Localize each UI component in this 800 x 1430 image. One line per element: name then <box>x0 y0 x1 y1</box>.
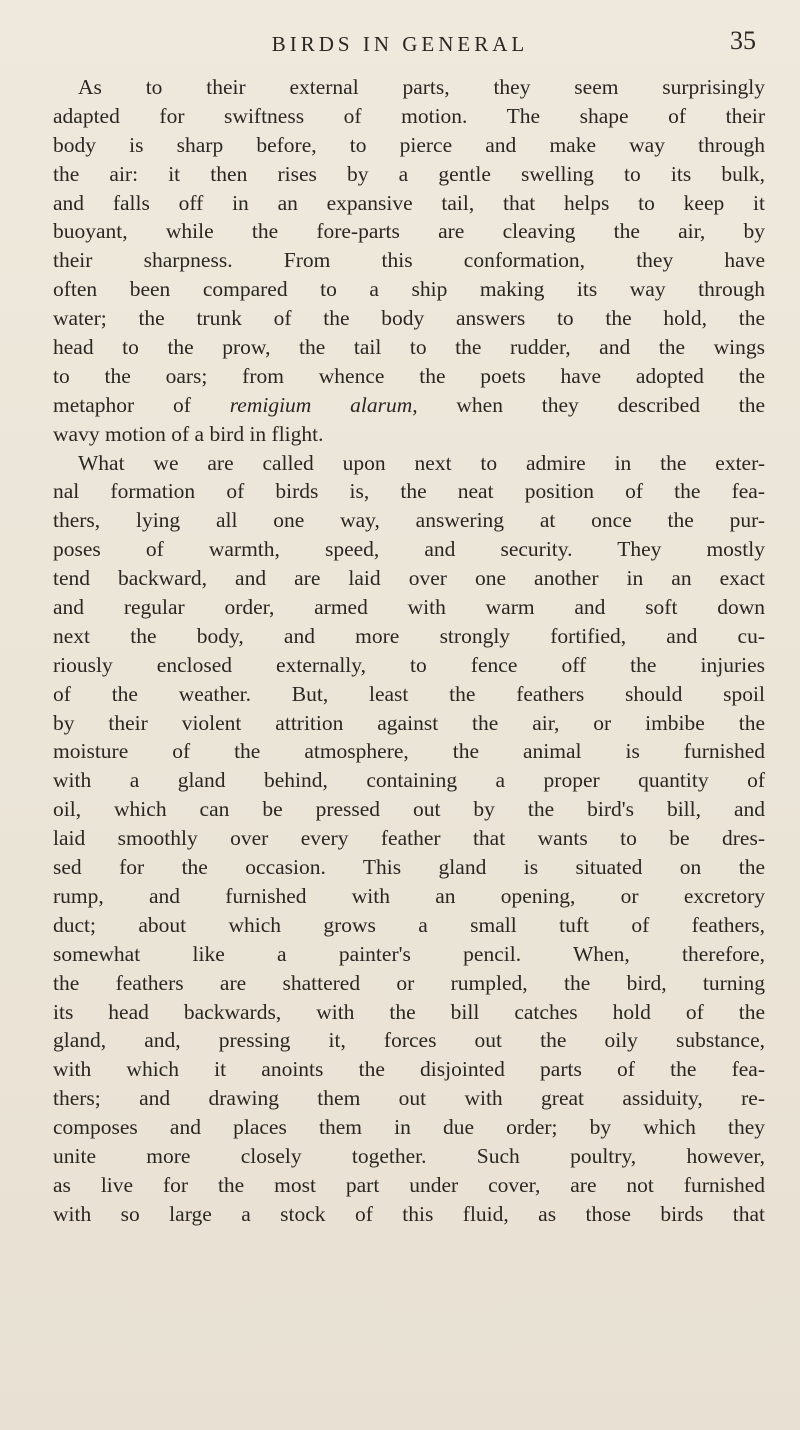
text-line <box>53 189 765 218</box>
line-text: with so large a stock of this fluid, as those birds that <box>53 1201 765 1226</box>
text-line <box>53 304 765 333</box>
line-text: rump, and furnished with an opening, or excretory <box>53 883 765 908</box>
line-text: to the oars; from whence the poets have adopted the <box>53 363 765 388</box>
line-text: head to the prow, the tail to the rudder, and the wings <box>53 335 765 360</box>
text-line <box>53 275 765 304</box>
line-text: buoyant, while the fore-parts are cleaving the air, by <box>53 219 765 244</box>
latin-phrase: remigium alarum, <box>229 392 418 417</box>
text-line <box>53 737 765 766</box>
text-line <box>53 1171 765 1200</box>
text-line <box>53 73 765 102</box>
line-text: their sharpness. From this conformation, they have <box>53 248 765 273</box>
text-line <box>53 1084 765 1113</box>
text-line <box>53 362 765 391</box>
text-line <box>53 506 765 535</box>
line-text: laid smoothly over every feather that wants to be dres- <box>53 826 765 851</box>
line-text: its head backwards, with the bill catches hold of the <box>53 999 765 1024</box>
line-text: unite more closely together. Such poultry, however, <box>53 1143 765 1168</box>
line-text: and falls off in an expansive tail, that helps to keep it <box>53 190 765 215</box>
text-line <box>53 217 765 246</box>
text-line <box>53 391 765 420</box>
text-line <box>53 940 765 969</box>
text-line <box>53 1200 765 1229</box>
text-line <box>53 766 765 795</box>
text-line <box>53 1026 765 1055</box>
line-text: and regular order, armed with warm and soft down <box>53 595 765 620</box>
text-line <box>53 246 765 275</box>
text-line <box>53 709 765 738</box>
line-text: by their violent attrition against the air, or imbibe the <box>53 710 765 735</box>
line-text: adapted for swiftness of motion. The shape of their <box>53 103 765 128</box>
text-line <box>53 160 765 189</box>
text-line <box>53 1055 765 1084</box>
line-text: riously enclosed externally, to fence off the injuries <box>53 652 765 677</box>
line-text-continued: when they described the <box>417 392 766 417</box>
line-text: with a gland behind, containing a proper quantity of <box>53 768 765 793</box>
line-text: thers; and drawing them out with great assiduity, re- <box>53 1086 765 1111</box>
text-line <box>53 535 765 564</box>
text-line <box>53 593 765 622</box>
line-text: somewhat like a painter's pencil. When, therefore, <box>53 941 765 966</box>
line-text: duct; about which grows a small tuft of feathers, <box>53 912 765 937</box>
line-text: body is sharp before, to pierce and make way through <box>53 132 765 157</box>
line-text: What we are called upon next to admire in the exter- <box>78 450 765 475</box>
text-line <box>53 882 765 911</box>
text-line <box>53 420 765 449</box>
text-line <box>53 795 765 824</box>
line-text: the air: it then rises by a gentle swelling to its bulk, <box>53 161 765 186</box>
text-line <box>53 651 765 680</box>
line-text: as live for the most part under cover, are not furnished <box>53 1172 765 1197</box>
text-line <box>53 911 765 940</box>
line-text: poses of warmth, speed, and security. They mostly <box>53 537 765 562</box>
page-number: 35 <box>730 26 756 55</box>
line-text: moisture of the atmosphere, the animal is furnished <box>53 739 765 764</box>
line-text: gland, and, pressing it, forces out the oily substance, <box>53 1028 765 1053</box>
body-text <box>53 73 765 1229</box>
text-line <box>53 853 765 882</box>
text-line <box>53 449 765 478</box>
line-text: thers, lying all one way, answering at once the pur- <box>53 508 765 533</box>
line-text: next the body, and more strongly fortified, and cu- <box>53 623 765 648</box>
line-text: the feathers are shattered or rumpled, the bird, turning <box>53 970 765 995</box>
text-line <box>53 680 765 709</box>
line-text: sed for the occasion. This gland is situated on the <box>53 855 765 880</box>
line-text: composes and places them in due order; by which they <box>53 1115 765 1140</box>
text-line <box>53 969 765 998</box>
line-text: with which it anoints the disjointed parts of the fea- <box>53 1057 765 1082</box>
line-text: often been compared to a ship making its way through <box>53 277 765 302</box>
line-text: wavy motion of a bird in flight. <box>53 421 324 446</box>
text-line <box>53 131 765 160</box>
text-line <box>53 333 765 362</box>
running-head <box>0 14 800 54</box>
text-line <box>53 998 765 1027</box>
line-text: of the weather. But, least the feathers should spoil <box>53 681 765 706</box>
text-line <box>53 622 765 651</box>
line-text: tend backward, and are laid over one another in an exact <box>53 566 765 591</box>
text-line <box>53 1113 765 1142</box>
text-line <box>53 1142 765 1171</box>
text-line <box>53 824 765 853</box>
line-text: nal formation of birds is, the neat position of the fea- <box>53 479 765 504</box>
text-line <box>53 477 765 506</box>
text-line <box>53 564 765 593</box>
line-text: water; the trunk of the body answers to the hold, the <box>53 306 765 331</box>
line-text: oil, which can be pressed out by the bird's bill, and <box>53 797 765 822</box>
running-title: BIRDS IN GENERAL <box>271 32 529 56</box>
line-text: As to their external parts, they seem surprisingly <box>78 75 765 99</box>
line-text: metaphor of <box>53 392 191 417</box>
text-line <box>53 102 765 131</box>
